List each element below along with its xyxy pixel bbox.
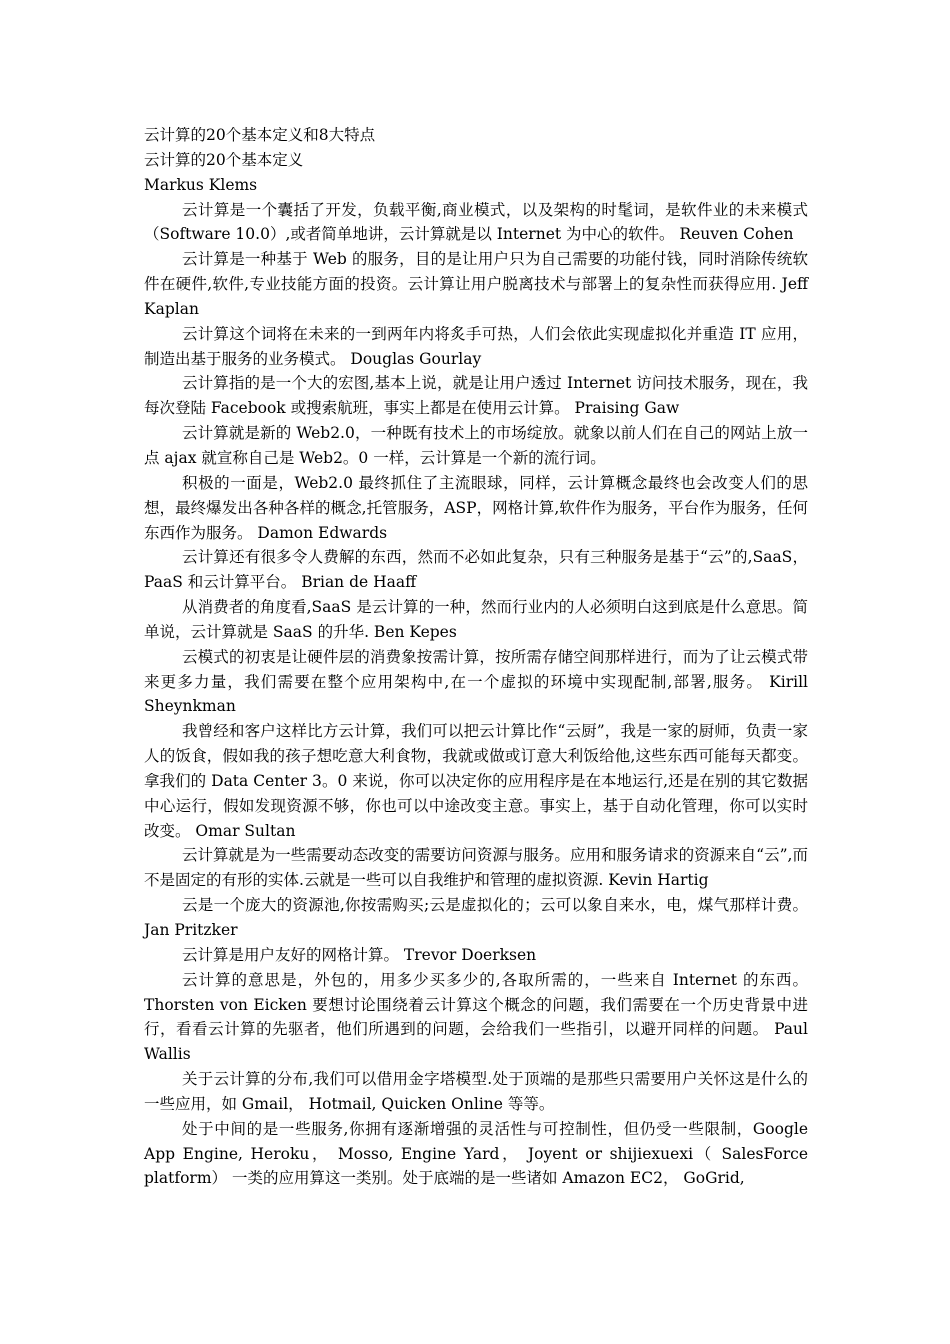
- document-subtitle: 云计算的20个基本定义: [144, 150, 304, 169]
- paragraph-7: 云计算还有很多令人费解的东西，然而不必如此复杂，只有三种服务是基于“云”的,SaaS，PaaS 和云计算平台。 Brian de Haaff: [144, 548, 808, 592]
- document-page: [144, 123, 808, 1191]
- paragraph-4: 云计算指的是一个大的宏图,基本上说，就是让用户透过 Internet 访问技术服务，现在，我每次登陆 Facebook 或搜索航班，事实上都是在使用云计算。 Praising Gaw: [144, 374, 808, 418]
- first-author: Markus Klems: [144, 175, 258, 194]
- paragraph-16: 处于中间的是一些服务,你拥有逐渐增强的灵活性与可控制性，但仍受一些限制，Google App Engine, Heroku， Mosso, Engine Yard， Joyent or shijiexuexi（ SalesForce platform） 一类的应用算这一类别。处于底端的是一些诸如 Amazon EC2， GoGrid,: [144, 1119, 808, 1188]
- paragraph-6: 积极的一面是，Web2.0 最终抓住了主流眼球，同样，云计算概念最终也会改变人们的思想，最终爆发出各种各样的概念,托管服务，ASP，网格计算,软件作为服务，平台作为服务，任何东西作为服务。 Damon Edwards: [144, 473, 808, 542]
- paragraph-1: 云计算是一个囊括了开发，负载平衡,商业模式，以及架构的时髦词，是软件业的未来模式（Software 10.0）,或者简单地讲，云计算就是以 Internet 为中心的软件。 Reuven Cohen: [144, 200, 808, 244]
- paragraph-13: 云计算是用户友好的网格计算。 Trevor Doerksen: [182, 945, 537, 964]
- paragraph-15: 关于云计算的分布,我们可以借用金字塔模型.处于顶端的是那些只需要用户关怀这是什么的一些应用，如 Gmail， Hotmail, Quicken Online 等等。: [144, 1070, 808, 1113]
- paragraph-12: 云是一个庞大的资源池,你按需购买;云是虚拟化的；云可以象自来水，电，煤气那样计费。 Jan Pritzker: [144, 896, 808, 939]
- paragraph-14: 云计算的意思是，外包的，用多少买多少的,各取所需的，一些来自 Internet 的东西。Thorsten von Eicken 要想讨论围绕着云计算这个概念的问题，我们需要在一个历史背景中进行，看看云计算的先驱者，他们所遇到的问题，会给我们一些指引，以避开同样的问题。 Paul Wallis: [144, 970, 808, 1064]
- paragraph-5: 云计算就是新的 Web2.0，一种既有技术上的市场绽放。就象以前人们在自己的网站上放一点 ajax 就宣称自己是 Web2。0 一样，云计算是一个新的流行词。: [144, 424, 808, 467]
- paragraph-10: 我曾经和客户这样比方云计算，我们可以把云计算比作“云厨”，我是一家的厨师，负责一家人的饭食，假如我的孩子想吃意大利食物，我就或做或订意大利饭给他,这些东西可能每天都变。拿我们的 Data Center 3。0 来说，你可以决定你的应用程序是在本地运行,还是在别的其它数据中心运行，假如发现资源不够，你也可以中途改变主意。事实上，基于自动化管理，你可以实时改变。 Omar Sultan: [144, 722, 808, 840]
- paragraph-9: 云模式的初衷是让硬件层的消费象按需计算，按所需存储空间那样进行，而为了让云模式带来更多力量，我们需要在整个应用架构中,在一个虚拟的环境中实现配制,部署,服务。 Kirill Sheynkman: [144, 647, 808, 716]
- paragraph-11: 云计算就是为一些需要动态改变的需要访问资源与服务。应用和服务请求的资源来自“云”,而不是固定的有形的实体.云就是一些可以自我维护和管理的虚拟资源. Kevin Hartig: [144, 846, 808, 890]
- document-title: 云计算的20个基本定义和8大特点: [144, 126, 376, 144]
- paragraph-3: 云计算这个词将在未来的一到两年内将炙手可热，人们会依此实现虚拟化并重造 IT 应用，制造出基于服务的业务模式。 Douglas Gourlay: [144, 324, 808, 368]
- paragraph-8: 从消费者的角度看,SaaS 是云计算的一种，然而行业内的人必须明白这到底是什么意思。简单说，云计算就是 SaaS 的升华. Ben Kepes: [144, 598, 808, 641]
- paragraph-2: 云计算是一种基于 Web 的服务，目的是让用户只为自己需要的功能付钱，同时消除传统软件在硬件,软件,专业技能方面的投资。云计算让用户脱离技术与部署上的复杂性而获得应用. Jeff Kaplan: [144, 250, 808, 318]
